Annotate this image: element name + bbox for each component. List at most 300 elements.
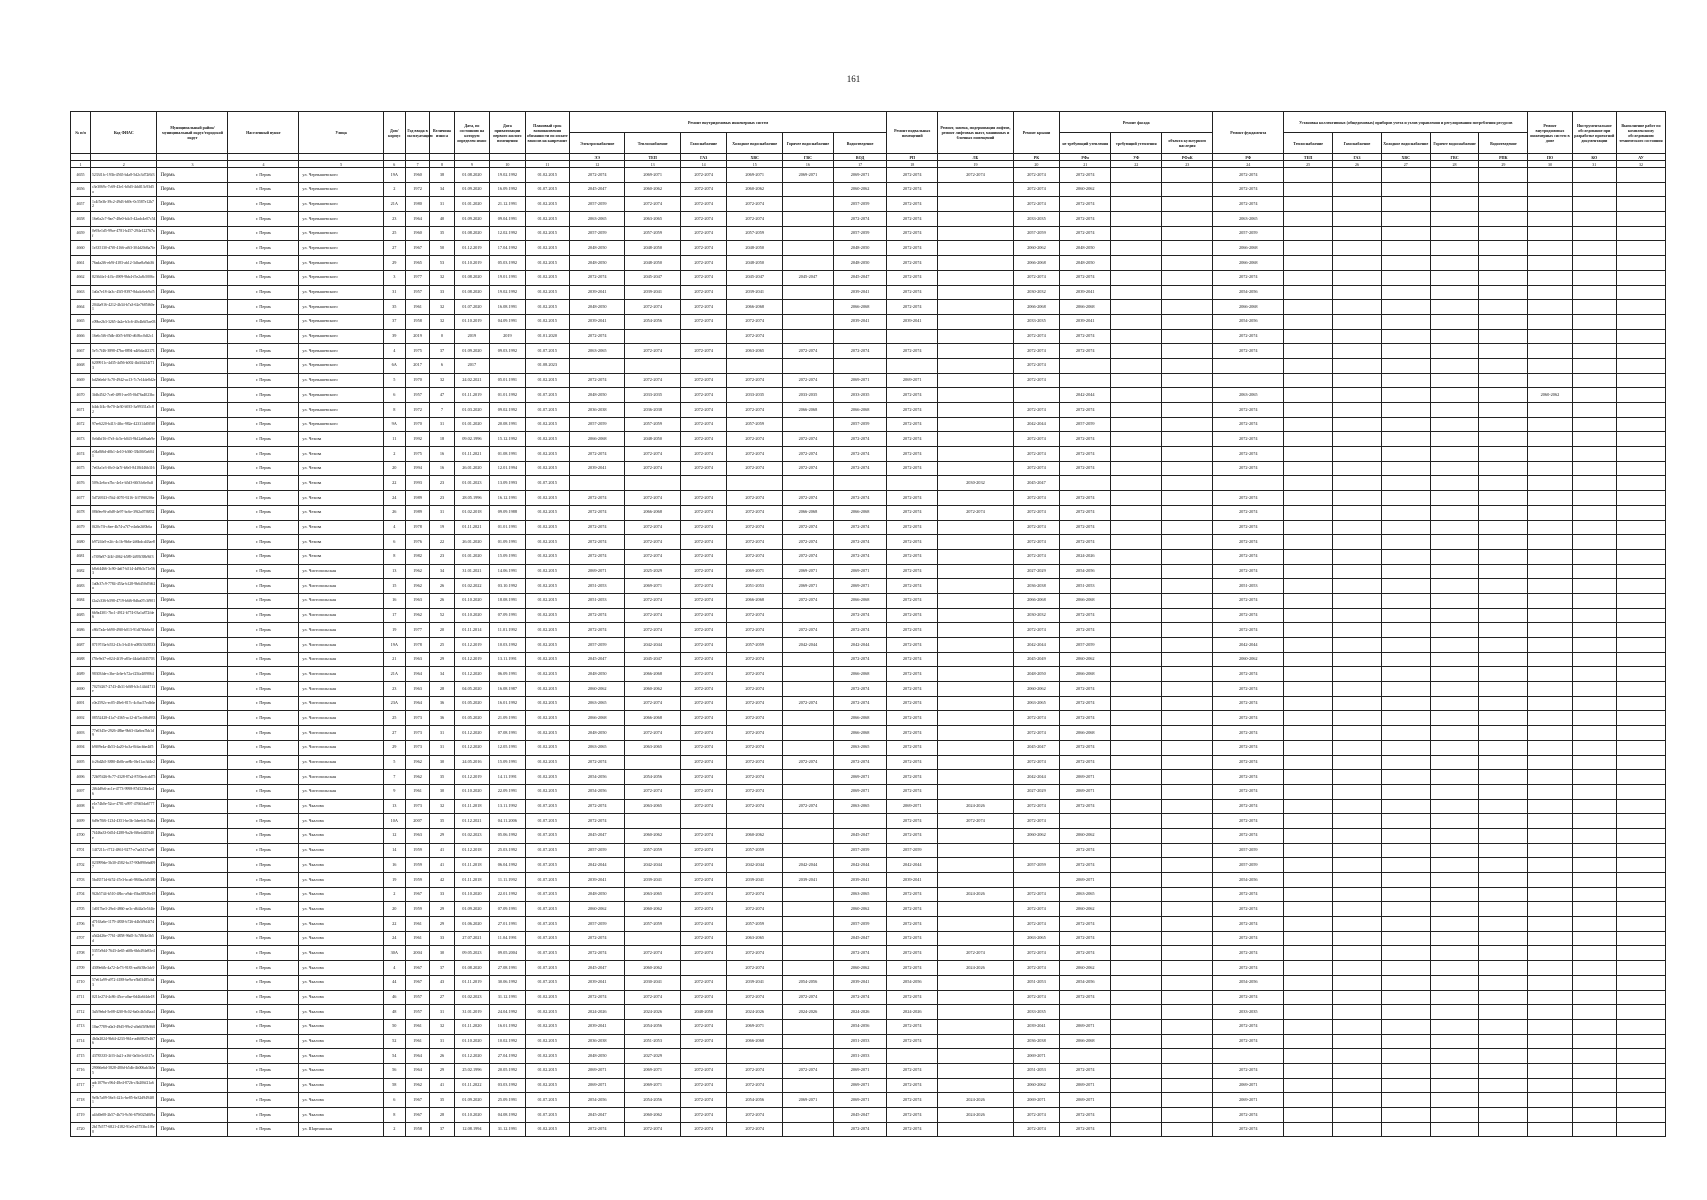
cell-repair-period: 2048-2050 (569, 256, 624, 271)
cell-repair-period (1430, 755, 1479, 770)
cell-repair-period (1284, 1078, 1333, 1093)
cell-repair-period (1333, 755, 1382, 770)
cell-repair-period: 2072-2074 (887, 887, 938, 902)
cell-row-number: 4686 (71, 623, 91, 638)
cell-municipality: Пермь (157, 917, 228, 932)
cell-repair-period (1333, 858, 1382, 873)
cell-date-overhaul: 01.10.2019 (454, 314, 489, 329)
table-body (71, 168, 1666, 1137)
cell-repair-period (1528, 447, 1572, 462)
cell-repair-period (1111, 770, 1162, 785)
cell-date-overhaul: 12.08.1994 (454, 1122, 489, 1137)
cell-repair-period: 2072-2074 (727, 887, 782, 902)
cell-repair-period: 2072-2074 (680, 1122, 727, 1137)
cell-municipality: Пермь (157, 564, 228, 579)
cell-repair-period (1430, 358, 1479, 373)
cell-house: 29 (383, 256, 405, 271)
column-number: 7 (405, 161, 429, 168)
table-row (71, 285, 1666, 300)
column-number: 29 (1479, 161, 1528, 168)
cell-repair-period: 2063-2065 (625, 887, 680, 902)
cell-repair-period: 2072-2074 (887, 667, 938, 682)
cell-repair-period (1381, 403, 1430, 418)
cell-repair-period: 2039-2041 (833, 975, 886, 990)
cell-repair-period (680, 961, 727, 976)
cell-repair-period (938, 1078, 1013, 1093)
cell-repair-period (1284, 814, 1333, 829)
cell-repair-period (1572, 1063, 1616, 1078)
cell-repair-period: 2039-2041 (569, 975, 624, 990)
cell-repair-period (1284, 505, 1333, 520)
cell-date-overhaul: 01.02.2022 (454, 579, 489, 594)
cell-repair-period: 2072-2074 (625, 373, 680, 388)
cell-repair-period (782, 314, 833, 329)
cell-repair-period: 2069-2071 (569, 564, 624, 579)
cell-wear: 16 (430, 461, 454, 476)
cell-date-plan: 01.02.2015 (525, 638, 569, 653)
cell-date-privat: 07.09.1991 (490, 608, 525, 623)
cell-repair-period (1111, 843, 1162, 858)
cell-wear: 32 (430, 300, 454, 315)
cell-repair-period (1381, 667, 1430, 682)
cell-row-number: 4656 (71, 182, 91, 197)
cell-repair-period: 2072-2074 (1013, 814, 1060, 829)
cell-repair-period (1616, 1093, 1665, 1108)
cell-fias-code: f2a2c336-b598-4719-b6f6-8dba07c3f901 (90, 593, 157, 608)
cell-repair-period (1430, 740, 1479, 755)
cell-repair-period (1381, 814, 1430, 829)
header-roof: Ремонт крыши (1013, 112, 1060, 154)
cell-repair-period (1284, 549, 1333, 564)
cell-date-overhaul: 01.08.2020 (454, 168, 489, 183)
cell-repair-period: 2072-2074 (887, 226, 938, 241)
cell-row-number: 4703 (71, 873, 91, 888)
cell-repair-period (1111, 535, 1162, 550)
column-number: 12 (569, 161, 624, 168)
cell-repair-period: 2072-2074 (887, 740, 938, 755)
cell-repair-period (1333, 946, 1382, 961)
table-row (71, 403, 1666, 418)
cell-fias-code: a4fd0e08-2b57-4b73-9c56-679f025d0f9a (90, 1108, 157, 1123)
cell-repair-period (782, 1049, 833, 1064)
cell-date-overhaul: 28.05.1996 (454, 491, 489, 506)
cell-date-privat: 13.11.1991 (490, 652, 525, 667)
cell-repair-period: 2072-2074 (782, 990, 833, 1005)
cell-repair-period (1381, 843, 1430, 858)
cell-repair-period: 2072-2074 (1013, 535, 1060, 550)
cell-repair-period: 2030-2032 (1013, 285, 1060, 300)
cell-street: ул. Чехова (299, 535, 383, 550)
cell-wear: 36 (430, 711, 454, 726)
cell-repair-period (1284, 432, 1333, 447)
cell-repair-period: 2069-2071 (782, 564, 833, 579)
cell-repair-period (1572, 505, 1616, 520)
cell-street: ул. Чернышевского (299, 212, 383, 227)
cell-date-plan: 01.02.2015 (525, 300, 569, 315)
cell-settlement: г. Пермь (228, 711, 299, 726)
table-row (71, 549, 1666, 564)
cell-house: 25 (383, 711, 405, 726)
cell-street: ул. Чистопольская (299, 770, 383, 785)
table-row (71, 1108, 1666, 1123)
cell-fias-code: b9f09e4a-4b53-4a20-bc3a-0fdacbbe4ff5 (90, 740, 157, 755)
cell-repair-period: 2072-2074 (1213, 344, 1284, 359)
cell-repair-period (1616, 168, 1665, 183)
cell-repair-period (1572, 329, 1616, 344)
cell-repair-period (938, 373, 1013, 388)
cell-repair-period: 2072-2074 (1213, 491, 1284, 506)
cell-house: 44 (383, 975, 405, 990)
cell-repair-period: 2033-2035 (1013, 212, 1060, 227)
cell-repair-period (1284, 197, 1333, 212)
cell-repair-period (1479, 1078, 1528, 1093)
cell-repair-period: 2072-2074 (680, 212, 727, 227)
cell-repair-period (1616, 1108, 1665, 1123)
table-row (71, 608, 1666, 623)
cell-repair-period (1616, 520, 1665, 535)
cell-repair-period: 2072-2074 (569, 520, 624, 535)
cell-repair-period (1162, 726, 1213, 741)
cell-municipality: Пермь (157, 270, 228, 285)
table-row (71, 417, 1666, 432)
cell-wear: 50 (430, 241, 454, 256)
cell-repair-period: 2024-2026 (938, 1108, 1013, 1123)
cell-repair-period (1381, 1034, 1430, 1049)
cell-repair-period: 2057-2059 (625, 417, 680, 432)
cell-repair-period: 2072-2074 (680, 638, 727, 653)
cell-fias-code: 1d017be3-29e4-4860-ae3c-d644a5e5f4fe (90, 902, 157, 917)
cell-repair-period: 2063-2065 (1060, 887, 1111, 902)
cell-date-privat: 09.02.1992 (490, 403, 525, 418)
table-row (71, 241, 1666, 256)
cell-street: ул. Чехова (299, 461, 383, 476)
cell-house: 35 (383, 300, 405, 315)
cell-repair-period (1162, 696, 1213, 711)
cell-repair-period (1284, 1093, 1333, 1108)
cell-row-number: 4657 (71, 197, 91, 212)
cell-repair-period (1528, 300, 1572, 315)
cell-date-privat: 16.12.1991 (490, 491, 525, 506)
cell-repair-period: 2072-2074 (1213, 1034, 1284, 1049)
cell-repair-period (1616, 740, 1665, 755)
cell-repair-period: 2072-2074 (1213, 887, 1284, 902)
cell-repair-period (1528, 902, 1572, 917)
cell-repair-period (938, 432, 1013, 447)
cell-repair-period (1616, 241, 1665, 256)
column-number: 18 (887, 161, 938, 168)
cell-repair-period (1333, 740, 1382, 755)
cell-repair-period: 2069-2071 (887, 799, 938, 814)
cell-municipality: Пермь (157, 755, 228, 770)
cell-repair-period (1284, 1005, 1333, 1020)
cell-repair-period: 2054-2056 (782, 975, 833, 990)
cell-date-plan: 01.02.2015 (525, 168, 569, 183)
cell-repair-period: 2072-2074 (1060, 990, 1111, 1005)
cell-settlement: г. Пермь (228, 388, 299, 403)
cell-repair-period: 2066-2068 (833, 726, 886, 741)
cell-repair-period: 2072-2074 (727, 549, 782, 564)
cell-repair-period (1333, 917, 1382, 932)
cell-repair-period (1013, 843, 1060, 858)
cell-date-plan: 01.07.2015 (525, 1108, 569, 1123)
cell-date-overhaul: 01.10.2020 (454, 593, 489, 608)
cell-repair-period (1111, 1034, 1162, 1049)
cell-repair-period: 2072-2074 (569, 755, 624, 770)
cell-municipality: Пермь (157, 887, 228, 902)
cell-repair-period (1111, 755, 1162, 770)
cell-repair-period (1616, 990, 1665, 1005)
cell-repair-period: 2072-2074 (680, 593, 727, 608)
table-row (71, 726, 1666, 741)
cell-repair-period (1162, 1019, 1213, 1034)
cell-date-plan: 01.02.2015 (525, 770, 569, 785)
cell-repair-period (938, 212, 1013, 227)
header-m-cold: Холодное водоснабжение (1381, 133, 1430, 154)
cell-repair-period: 2072-2074 (1013, 1108, 1060, 1123)
cell-repair-period (1479, 608, 1528, 623)
table-row (71, 579, 1666, 594)
cell-repair-period: 2033-2035 (1013, 1005, 1060, 1020)
cell-repair-period (1616, 358, 1665, 373)
cell-repair-period: 2072-2074 (1060, 931, 1111, 946)
cell-municipality: Пермь (157, 946, 228, 961)
cell-repair-period (1430, 975, 1479, 990)
cell-repair-period: 2072-2074 (887, 711, 938, 726)
cell-row-number: 4720 (71, 1122, 91, 1137)
cell-repair-period (1616, 344, 1665, 359)
cell-repair-period: 2072-2074 (938, 168, 1013, 183)
cell-house: 27 (383, 241, 405, 256)
cell-repair-period (1572, 917, 1616, 932)
cell-repair-period: 2072-2074 (727, 197, 782, 212)
cell-repair-period: 2057-2059 (833, 843, 886, 858)
cell-repair-period (1333, 505, 1382, 520)
cell-repair-period (1572, 770, 1616, 785)
cell-repair-period: 2048-2050 (727, 256, 782, 271)
cell-repair-period: 2057-2059 (1060, 417, 1111, 432)
cell-repair-period (1528, 1034, 1572, 1049)
cell-repair-period: 2072-2074 (887, 579, 938, 594)
cell-repair-period (1333, 784, 1382, 799)
cell-wear: 35 (430, 814, 454, 829)
cell-date-privat: 01.01.1992 (490, 388, 525, 403)
cell-repair-period (1479, 358, 1528, 373)
cell-repair-period (1430, 1078, 1479, 1093)
cell-row-number: 4661 (71, 256, 91, 271)
cell-street: ул. Чернышевского (299, 168, 383, 183)
cell-repair-period (1333, 432, 1382, 447)
cell-row-number: 4699 (71, 814, 91, 829)
cell-repair-period (1528, 814, 1572, 829)
cell-date-plan: 01.07.2015 (525, 843, 569, 858)
cell-street: ул. Чистопольская (299, 784, 383, 799)
cell-year-built: 1957 (405, 285, 429, 300)
header-house: Дом/корпус (383, 112, 405, 154)
cell-repair-period: 2069-2071 (1060, 1019, 1111, 1034)
cell-house: 6 (383, 535, 405, 550)
cell-repair-period: 2072-2074 (680, 520, 727, 535)
cell-repair-period: 2072-2074 (569, 814, 624, 829)
column-number: 32 (1616, 161, 1665, 168)
cell-repair-period (1528, 270, 1572, 285)
cell-repair-period: 2072-2074 (782, 799, 833, 814)
cell-year-built: 1967 (405, 241, 429, 256)
cell-repair-period: 2054-2056 (727, 1093, 782, 1108)
cell-repair-period: 2042-2044 (1013, 638, 1060, 653)
cell-year-built: 1967 (405, 1108, 429, 1123)
cell-date-plan: 01.02.2015 (525, 520, 569, 535)
cell-house: 24 (383, 931, 405, 946)
table-row (71, 432, 1666, 447)
cell-row-number: 4687 (71, 638, 91, 653)
cell-date-privat: 09.05.2004 (490, 946, 525, 961)
cell-repair-period: 2072-2074 (727, 755, 782, 770)
header-pzu: Ремонт внутридомовых инженерных систем в доме (1528, 112, 1572, 154)
cell-repair-period (1284, 711, 1333, 726)
cell-wear: 6 (430, 358, 454, 373)
cell-repair-period: 2072-2074 (625, 491, 680, 506)
cell-repair-period: 2042-2044 (1013, 417, 1060, 432)
cell-repair-period (1111, 682, 1162, 697)
cell-repair-period: 2057-2059 (569, 917, 624, 932)
cell-repair-period: 2057-2059 (625, 226, 680, 241)
table-row (71, 461, 1666, 476)
cell-repair-period (1111, 1122, 1162, 1137)
cell-date-overhaul: 01.11.2019 (454, 975, 489, 990)
cell-repair-period (938, 873, 1013, 888)
cell-repair-period (1381, 623, 1430, 638)
cell-repair-period: 2057-2059 (1213, 858, 1284, 873)
cell-repair-period: 2072-2074 (887, 1093, 938, 1108)
cell-repair-period: 2069-2071 (569, 1078, 624, 1093)
cell-repair-period (1162, 1005, 1213, 1020)
cell-settlement: г. Пермь (228, 476, 299, 491)
cell-repair-period: 2072-2074 (1213, 1063, 1284, 1078)
cell-repair-period: 2072-2074 (625, 549, 680, 564)
cell-repair-period (1111, 917, 1162, 932)
cell-repair-period (1284, 755, 1333, 770)
cell-repair-period (1572, 1093, 1616, 1108)
cell-repair-period (1616, 770, 1665, 785)
cell-repair-period (1333, 1122, 1382, 1137)
code-cell-empty (525, 154, 569, 161)
cell-repair-period (1572, 344, 1616, 359)
cell-repair-period (938, 770, 1013, 785)
cell-repair-period: 2072-2074 (833, 608, 886, 623)
cell-settlement: г. Пермь (228, 549, 299, 564)
cell-date-plan: 01.02.2015 (525, 505, 569, 520)
cell-repair-period (1572, 902, 1616, 917)
cell-repair-period: 2072-2074 (680, 461, 727, 476)
cell-repair-period (1284, 270, 1333, 285)
cell-repair-period (1284, 403, 1333, 418)
cell-repair-period (1430, 491, 1479, 506)
cell-wear: 27 (430, 990, 454, 1005)
cell-repair-period (1572, 241, 1616, 256)
column-number: 16 (782, 161, 833, 168)
cell-repair-period: 2072-2074 (887, 491, 938, 506)
cell-repair-period: 2048-2050 (1013, 667, 1060, 682)
cell-municipality: Пермь (157, 344, 228, 359)
cell-repair-period: 2072-2074 (1060, 432, 1111, 447)
cell-repair-period (1572, 388, 1616, 403)
cell-repair-period: 2072-2074 (1013, 505, 1060, 520)
cell-repair-period: 2072-2074 (727, 505, 782, 520)
cell-repair-period: 2072-2074 (727, 212, 782, 227)
cell-repair-period (1572, 726, 1616, 741)
cell-date-overhaul: 01.11.2021 (454, 520, 489, 535)
cell-repair-period (1572, 961, 1616, 976)
cell-repair-period: 2039-2041 (833, 873, 886, 888)
cell-repair-period (1111, 270, 1162, 285)
cell-repair-period: 2072-2074 (727, 902, 782, 917)
cell-repair-period: 2072-2074 (938, 946, 1013, 961)
cell-repair-period (625, 755, 680, 770)
cell-repair-period (1162, 241, 1213, 256)
cell-repair-period (1479, 1122, 1528, 1137)
cell-municipality: Пермь (157, 1019, 228, 1034)
cell-repair-period (1528, 168, 1572, 183)
cell-settlement: г. Пермь (228, 344, 299, 359)
cell-repair-period: 2072-2074 (1060, 403, 1111, 418)
cell-repair-period (1111, 300, 1162, 315)
cell-repair-period (727, 358, 782, 373)
cell-repair-period (1430, 520, 1479, 535)
cell-repair-period (1213, 358, 1284, 373)
cell-date-plan: 01.02.2015 (525, 652, 569, 667)
cell-house: 19 (383, 873, 405, 888)
cell-year-built: 1970 (405, 373, 429, 388)
cell-repair-period: 2060-2062 (1213, 652, 1284, 667)
cell-wear: 0 (430, 329, 454, 344)
column-number: 31 (1572, 161, 1616, 168)
cell-repair-period: 2072-2074 (887, 505, 938, 520)
code-cell: УФ (1111, 154, 1162, 161)
cell-repair-period: 2060-2062 (727, 182, 782, 197)
cell-repair-period (1111, 564, 1162, 579)
cell-year-built: 1960 (405, 168, 429, 183)
cell-street: ул. Чернышевского (299, 226, 383, 241)
cell-house: 21 (383, 652, 405, 667)
cell-repair-period: 2072-2074 (680, 197, 727, 212)
cell-repair-period: 2051-2053 (1013, 1063, 1060, 1078)
cell-year-built: 1978 (405, 638, 429, 653)
cell-municipality: Пермь (157, 520, 228, 535)
cell-repair-period (938, 975, 1013, 990)
cell-repair-period (1111, 344, 1162, 359)
cell-street: ул. Чернышевского (299, 403, 383, 418)
cell-municipality: Пермь (157, 726, 228, 741)
cell-repair-period: 2024-2026 (1060, 549, 1111, 564)
cell-fias-code: 10ae7789-a0a3-49d5-99e2-a9a6f5f9b960 (90, 1019, 157, 1034)
cell-row-number: 4695 (71, 755, 91, 770)
page-number: 161 (846, 74, 861, 84)
cell-date-privat: 16.08.1991 (490, 300, 525, 315)
cell-repair-period (1616, 608, 1665, 623)
column-number: 10 (490, 161, 525, 168)
cell-repair-period (1479, 652, 1528, 667)
cell-repair-period (1162, 270, 1213, 285)
cell-repair-period: 2054-2056 (887, 975, 938, 990)
cell-fias-code: e1e74b0e-52ce-4781-a997-47665da67776 (90, 799, 157, 814)
cell-repair-period (1162, 946, 1213, 961)
cell-repair-period: 2063-2065 (569, 344, 624, 359)
cell-street: ул. Чернышевского (299, 329, 383, 344)
cell-fias-code: 1a0b37c9-7784-453a-b128-9b6450d7d62a (90, 579, 157, 594)
cell-street: ул. Чкалова (299, 975, 383, 990)
cell-repair-period (1528, 329, 1572, 344)
cell-wear: 20 (430, 623, 454, 638)
